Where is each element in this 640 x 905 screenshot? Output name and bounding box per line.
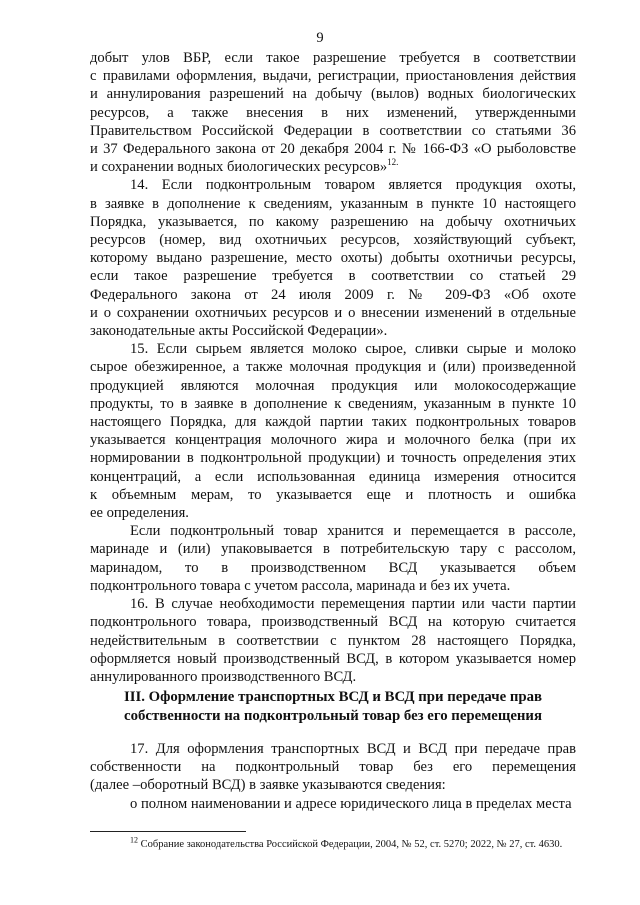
text-line: сырое обезжиренное, а также молочная продукция и (или) произведенной (90, 359, 576, 376)
text-line: Федерального закона от 24 июля 2009 г. № 209-ФЗ «Об охоте (90, 286, 576, 303)
section-heading (90, 688, 576, 726)
text-line: 14. Если подконтрольным товаром является продукция охоты, (130, 177, 576, 194)
text-line: ресурсов, а также внесения в них изменений, утвержденными (90, 104, 576, 121)
text-line: маринадом, то в производственном ВСД указывается объем (90, 559, 576, 576)
paragraph-15-brine (90, 522, 576, 595)
text-line-last: ее определения. (90, 505, 189, 522)
text-fragment: и сохранении водных биологических ресурсов» (90, 159, 388, 176)
page-number: 9 (316, 30, 324, 46)
text-line: о полном наименовании и адресе юридического лица в пределах места (130, 795, 572, 812)
text-line-last (90, 158, 576, 176)
text-line: (далее –оборотный ВСД) в заявке указываются сведения: (90, 777, 446, 794)
text-line: указывается концентрация молочного жира и молочного белка (при их (90, 432, 576, 449)
text-line: концентраций, а если использованная единица измерения относится (90, 468, 576, 485)
text-line: если такое разрешение требуется в соответствии со статьей 29 (90, 268, 576, 285)
footnote (130, 835, 590, 851)
text-line: Правительством Российской Федерации в соответствии со статьями 36 (90, 122, 576, 139)
paragraph-15 (90, 340, 576, 522)
text-line: к объемным мерам, то указывается еще и плотность и ошибка (90, 486, 576, 503)
text-line: оформляется новый производственный ВСД, в котором указывается номер (90, 650, 576, 667)
body-text (90, 49, 576, 686)
text-line: нормировании в подконтрольной продукции) и точность определения этих (90, 450, 576, 467)
text-line: продукты, то в заявке в дополнение к сведениям, указанным в пункте 10 (90, 395, 576, 412)
text-line: в заявке в дополнение к сведениям, указанным в пункте 10 настоящего (90, 195, 576, 212)
text-line: и 37 Федерального закона от 20 декабря 2004 г. № 166-ФЗ «О рыболовстве (90, 141, 576, 158)
footnote-divider (90, 831, 246, 832)
text-line: и аннулирования разрешений на добычу (вылов) водных биологических (90, 86, 576, 103)
heading-line: собственности на подконтрольный товар без его перемещения (124, 708, 542, 724)
text-line: Порядка, указывается, по какому разрешению на добычу охотничьих (90, 213, 576, 230)
text-line: подконтрольного товара, производственный ВСД на которую считается (90, 614, 576, 631)
text-line: 15. Если сырьем является молоко сырое, сливки сырые и молоко (130, 341, 576, 358)
text-line: настоящего Порядка, для каждой партии таких подконтрольных товаров (90, 414, 576, 431)
paragraph-16 (90, 595, 576, 686)
text-line-last: аннулированного производственного ВСД. (90, 668, 357, 685)
footnote-mark: 12 (130, 835, 138, 845)
text-line: добыт улов ВБР, если такое разрешение требуется в соответствии (90, 50, 576, 66)
text-line-last: подконтрольного товара с учетом рассола, маринада и без их учета. (90, 577, 511, 594)
footnote-text: Собрание законодательства Российской Федерации, 2004, № 52, ст. 5270; 2022, № 27, ст. 4630. (138, 839, 563, 850)
text-line: и о сохранении охотничьих ресурсов и о внесении изменений в отдельные (90, 304, 576, 321)
text-line: недействительным в соответствии с пунктом 28 настоящего Порядка, (90, 632, 576, 649)
paragraph-17 (90, 740, 576, 813)
text-line: с правилами оформления, выдачи, регистрации, приостановления действия (90, 68, 576, 85)
text-line: 17. Для оформления транспортных ВСД и ВСД при передаче прав (130, 741, 576, 757)
heading-line: III. Оформление транспортных ВСД и ВСД при передаче прав (123, 689, 542, 705)
text-line: продукцией являются молочная продукция или молокосодержащие (90, 377, 576, 394)
paragraph-13-continuation (90, 49, 576, 176)
footnote-reference: 12. (387, 157, 399, 168)
text-line: ресурсов (номер, вид охотничьих ресурсов, хозяйствующий субъект, (90, 232, 576, 249)
text-line: собственности на подконтрольный товар без его перемещения (90, 759, 576, 776)
text-line-last: законодательные акты Российской Федерации». (90, 323, 388, 340)
paragraph-14 (90, 176, 576, 340)
text-line: которому выдано разрешение, место охоты) добыты охотничьи ресурсы, (90, 250, 576, 267)
text-line: 16. В случае необходимости перемещения партии или части партии (130, 596, 576, 613)
text-line: Если подконтрольный товар хранится и перемещается в рассоле, (130, 523, 576, 540)
text-line: маринаде и (или) упаковывается в потребительскую тару с рассолом, (90, 541, 576, 558)
